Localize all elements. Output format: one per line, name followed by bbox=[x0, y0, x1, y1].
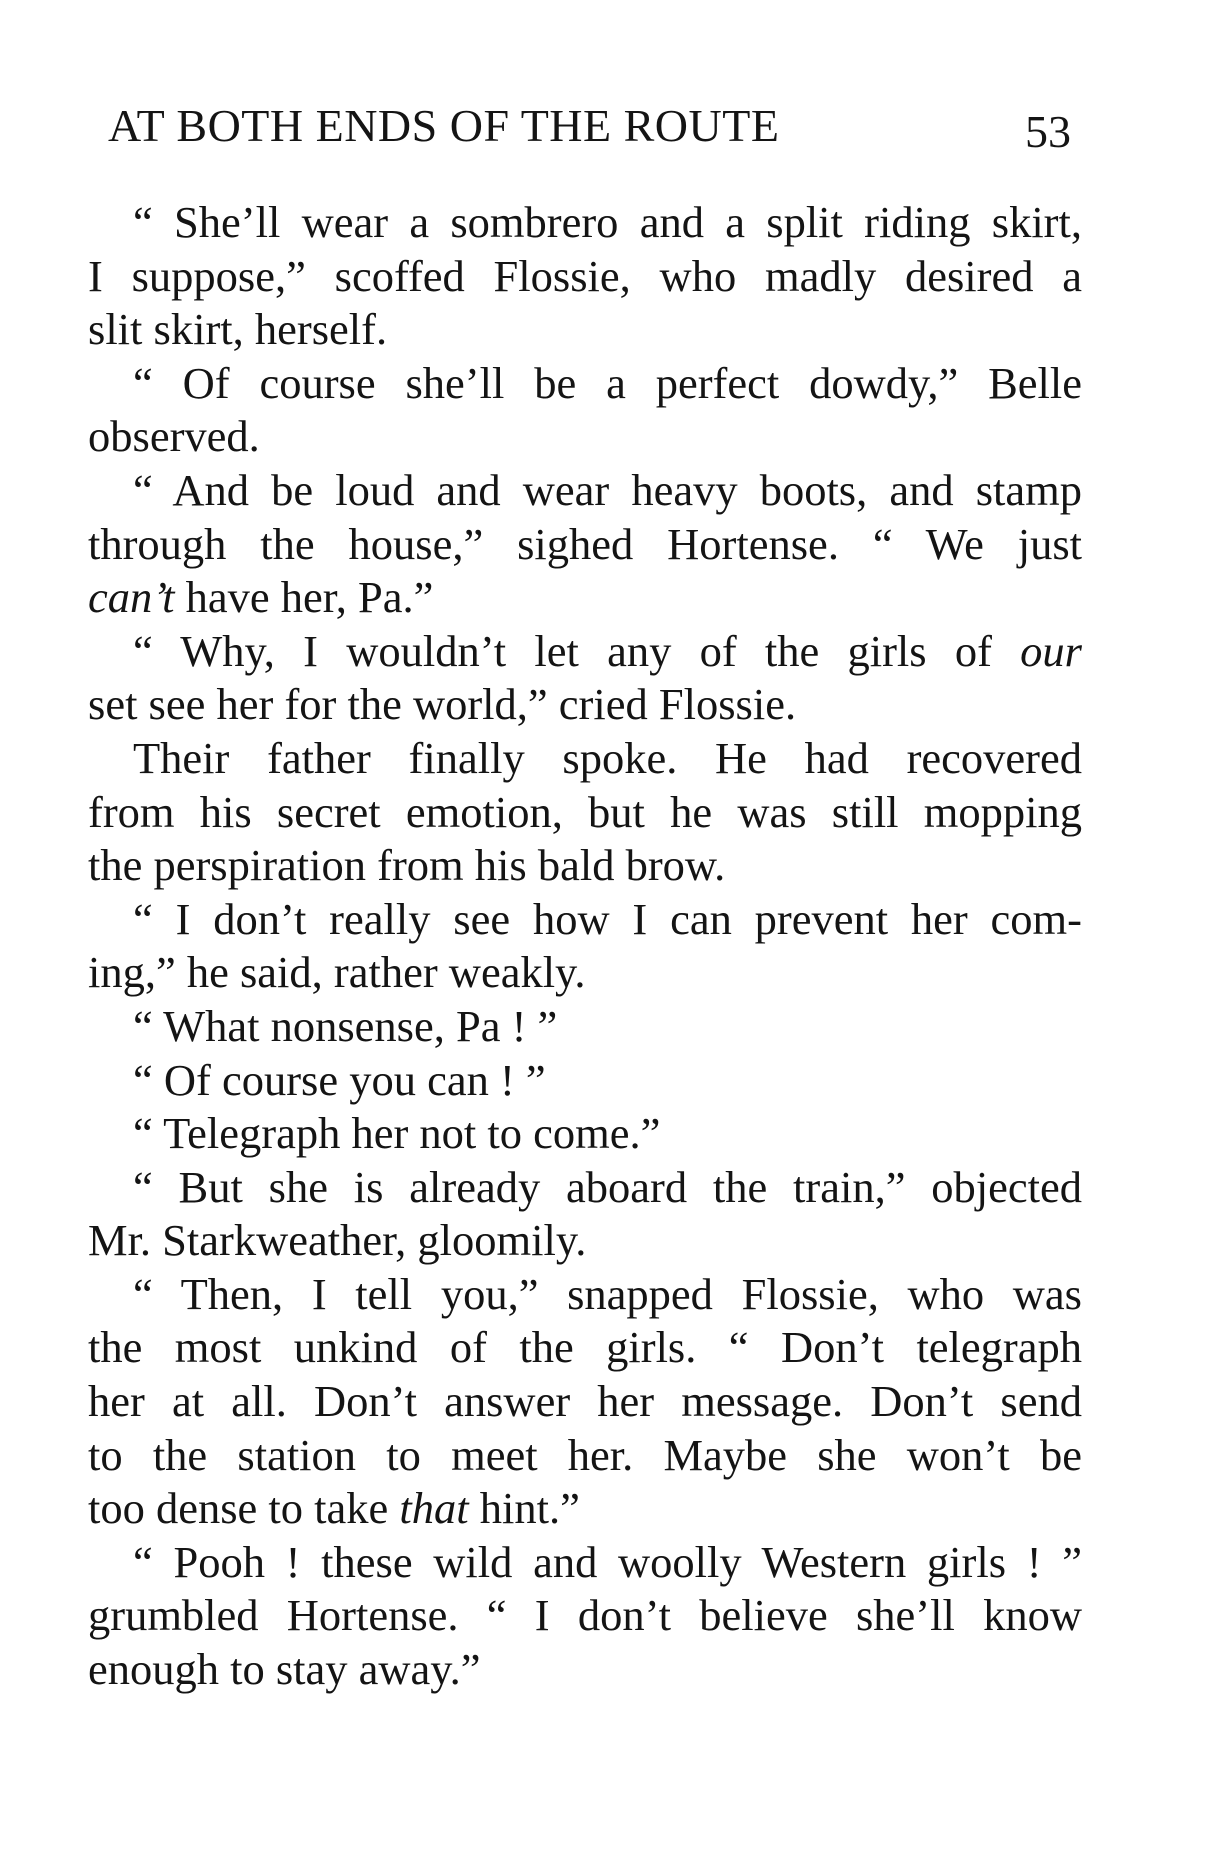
text-line bbox=[88, 1161, 1082, 1215]
text-line bbox=[88, 1429, 1082, 1483]
text-run: “ But she is already aboard the train,” objected bbox=[133, 1161, 1082, 1212]
text-run: the most unkind of the girls. “ Don’t telegraph bbox=[88, 1322, 1082, 1373]
text-line bbox=[88, 893, 1082, 947]
text-line bbox=[88, 357, 1082, 411]
text-line bbox=[88, 946, 1082, 1000]
text-run: enough to stay away.” bbox=[88, 1644, 481, 1695]
text-run: her at all. Don’t answer her message. Don’t send bbox=[88, 1376, 1082, 1427]
text-run: “ Then, I tell you,” snapped Flossie, who was bbox=[133, 1268, 1082, 1319]
text-line bbox=[88, 410, 1082, 464]
running-title: AT BOTH ENDS OF THE ROUTE bbox=[108, 100, 780, 151]
text-line bbox=[88, 1536, 1082, 1590]
text-line bbox=[88, 1375, 1082, 1429]
text-line bbox=[88, 196, 1082, 250]
text-run: “ And be loud and wear heavy boots, and stamp bbox=[133, 464, 1082, 515]
text-run: slit skirt, herself. bbox=[88, 304, 388, 355]
text-run: I suppose,” scoffed Flossie, who madly desired a bbox=[88, 250, 1082, 301]
text-run: from his secret emotion, but he was still mopping bbox=[88, 786, 1082, 837]
text-run: hint.” bbox=[468, 1483, 580, 1534]
text-run: grumbled Hortense. “ I don’t believe she’ll know bbox=[88, 1590, 1082, 1641]
body-text bbox=[88, 196, 1082, 1697]
text-line bbox=[88, 1643, 1082, 1697]
text-run: “ Of course she’ll be a perfect dowdy,” Belle bbox=[133, 357, 1082, 408]
text-line bbox=[88, 1107, 1082, 1161]
text-run: Their father finally spoke. He had recovered bbox=[133, 732, 1082, 783]
text-line bbox=[88, 571, 1082, 625]
page-number: 53 bbox=[1025, 106, 1071, 157]
text-line bbox=[88, 732, 1082, 786]
text-run: set see her for the world,” cried Flossie. bbox=[88, 679, 797, 730]
text-line bbox=[88, 1589, 1082, 1643]
text-line bbox=[88, 250, 1082, 304]
italic-text-run: that bbox=[399, 1483, 469, 1534]
italic-text-run: can’t bbox=[88, 572, 175, 623]
text-line bbox=[88, 839, 1082, 893]
text-run: to the station to meet her. Maybe she won’t be bbox=[88, 1429, 1082, 1480]
text-run: “ Telegraph her not to come.” bbox=[133, 1108, 661, 1159]
text-run: “ What nonsense, Pa ! ” bbox=[133, 1000, 558, 1051]
text-line bbox=[88, 1000, 1082, 1054]
text-line bbox=[88, 518, 1082, 572]
italic-text-run: our bbox=[1020, 625, 1082, 676]
text-run: through the house,” sighed Hortense. “ We just bbox=[88, 518, 1082, 569]
text-run: observed. bbox=[88, 411, 260, 462]
text-line bbox=[88, 678, 1082, 732]
text-run: the perspiration from his bald brow. bbox=[88, 840, 726, 891]
text-line bbox=[88, 464, 1082, 518]
text-line bbox=[88, 625, 1082, 679]
text-run: “ Of course you can ! ” bbox=[133, 1054, 546, 1105]
text-run: too dense to take bbox=[88, 1483, 400, 1534]
text-line bbox=[88, 303, 1082, 357]
text-line bbox=[88, 1268, 1082, 1322]
text-run: Mr. Starkweather, gloomily. bbox=[88, 1215, 587, 1266]
text-line bbox=[88, 1321, 1082, 1375]
text-run: have her, Pa.” bbox=[174, 572, 434, 623]
text-run: “ Why, I wouldn’t let any of the girls of bbox=[133, 625, 1021, 676]
text-line bbox=[88, 1054, 1082, 1108]
text-line bbox=[88, 1214, 1082, 1268]
text-run: ing,” he said, rather weakly. bbox=[88, 947, 586, 998]
text-run: “ Pooh ! these wild and woolly Western girls ! ” bbox=[133, 1536, 1082, 1587]
text-line bbox=[88, 786, 1082, 840]
running-head bbox=[88, 96, 1088, 156]
text-line bbox=[88, 1482, 1082, 1536]
text-run: “ She’ll wear a sombrero and a split riding skirt, bbox=[133, 197, 1082, 247]
text-run: “ I don’t really see how I can prevent her com- bbox=[133, 893, 1082, 944]
